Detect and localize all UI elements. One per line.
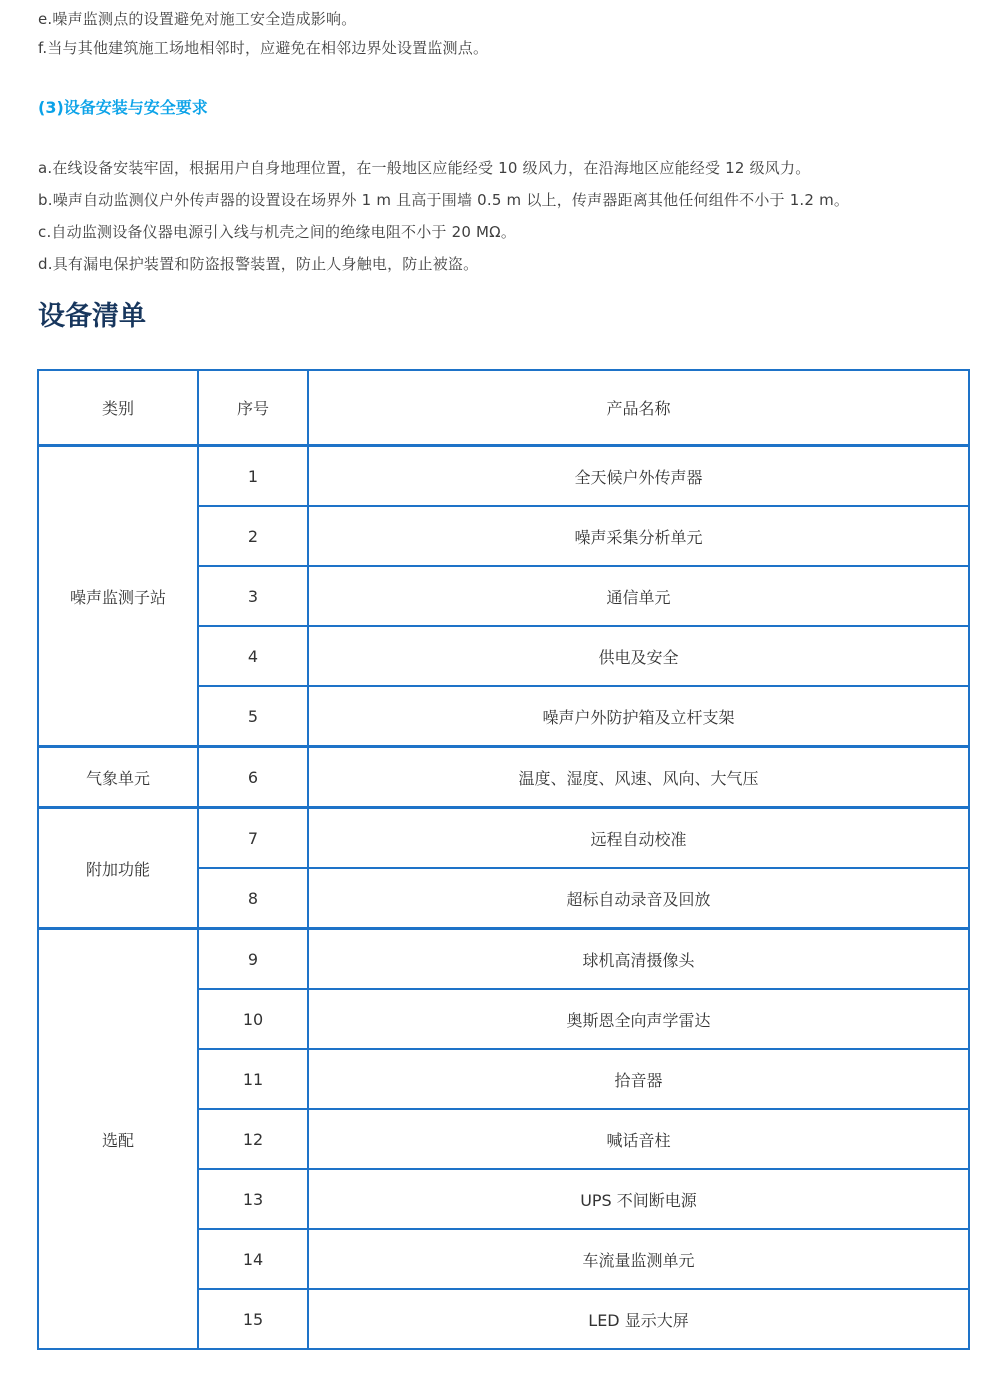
serial-number-cell: 8 [198,868,308,929]
product-name-cell: 噪声采集分析单元 [308,506,969,566]
category-cell: 选配 [38,929,198,1350]
serial-number-cell: 7 [198,808,308,869]
category-cell: 噪声监测子站 [38,446,198,747]
serial-number-cell: 4 [198,626,308,686]
paragraph-d: d.具有漏电保护装置和防盗报警装置，防止人身触电，防止被盗。 [38,255,479,273]
section-title-equipment-list: 设备清单 [38,301,146,332]
serial-number-cell: 5 [198,686,308,747]
serial-number-cell: 2 [198,506,308,566]
product-name-cell: 车流量监测单元 [308,1229,969,1289]
column-header-0: 类别 [38,370,198,446]
product-name-cell: 超标自动录音及回放 [308,868,969,929]
column-header-2: 产品名称 [308,370,969,446]
product-name-cell: UPS 不间断电源 [308,1169,969,1229]
table-group-1 [38,747,969,808]
paragraph-b: b.噪声自动监测仪户外传声器的设置设在场界外 1 m 且高于围墙 0.5 m 以上，传声器距离其他任何组件不小于 1.2 m。 [38,191,850,209]
table-row [38,808,969,869]
equipment-table [37,369,970,1350]
serial-number-cell: 15 [198,1289,308,1349]
serial-number-cell: 13 [198,1169,308,1229]
subheading-install-safety: (3)设备安装与安全要求 [38,98,208,117]
serial-number-cell: 9 [198,929,308,990]
serial-number-cell: 14 [198,1229,308,1289]
paragraph-a: a.在线设备安装牢固，根据用户自身地理位置，在一般地区应能经受 10 级风力，在沿海地区应能经受 12 级风力。 [38,159,811,177]
product-name-cell: 噪声户外防护箱及立杆支架 [308,686,969,747]
table-group-3 [38,929,969,1350]
category-cell: 气象单元 [38,747,198,808]
serial-number-cell: 6 [198,747,308,808]
serial-number-cell: 1 [198,446,308,507]
product-name-cell: 全天候户外传声器 [308,446,969,507]
table-row [38,747,969,808]
equipment-table-header [38,370,969,446]
paragraph-f: f.当与其他建筑施工场地相邻时，应避免在相邻边界处设置监测点。 [38,39,489,57]
serial-number-cell: 12 [198,1109,308,1169]
paragraph-c: c.自动监测设备仪器电源引入线与机壳之间的绝缘电阻不小于 20 MΩ。 [38,223,517,241]
serial-number-cell: 10 [198,989,308,1049]
header-row [38,370,969,446]
column-header-1: 序号 [198,370,308,446]
table-group-0 [38,446,969,747]
product-name-cell: LED 显示大屏 [308,1289,969,1349]
serial-number-cell: 11 [198,1049,308,1109]
product-name-cell: 温度、湿度、风速、风向、大气压 [308,747,969,808]
product-name-cell: 奥斯恩全向声学雷达 [308,989,969,1049]
table-row [38,929,969,990]
product-name-cell: 供电及安全 [308,626,969,686]
rules-block [38,159,968,274]
table-group-2 [38,808,969,929]
serial-number-cell: 3 [198,566,308,626]
table-row [38,446,969,507]
paragraph-e: e.噪声监测点的设置避免对施工安全造成影响。 [38,10,357,28]
product-name-cell: 喊话音柱 [308,1109,969,1169]
product-name-cell: 拾音器 [308,1049,969,1109]
product-name-cell: 球机高清摄像头 [308,929,969,990]
product-name-cell: 通信单元 [308,566,969,626]
product-name-cell: 远程自动校准 [308,808,969,869]
category-cell: 附加功能 [38,808,198,929]
